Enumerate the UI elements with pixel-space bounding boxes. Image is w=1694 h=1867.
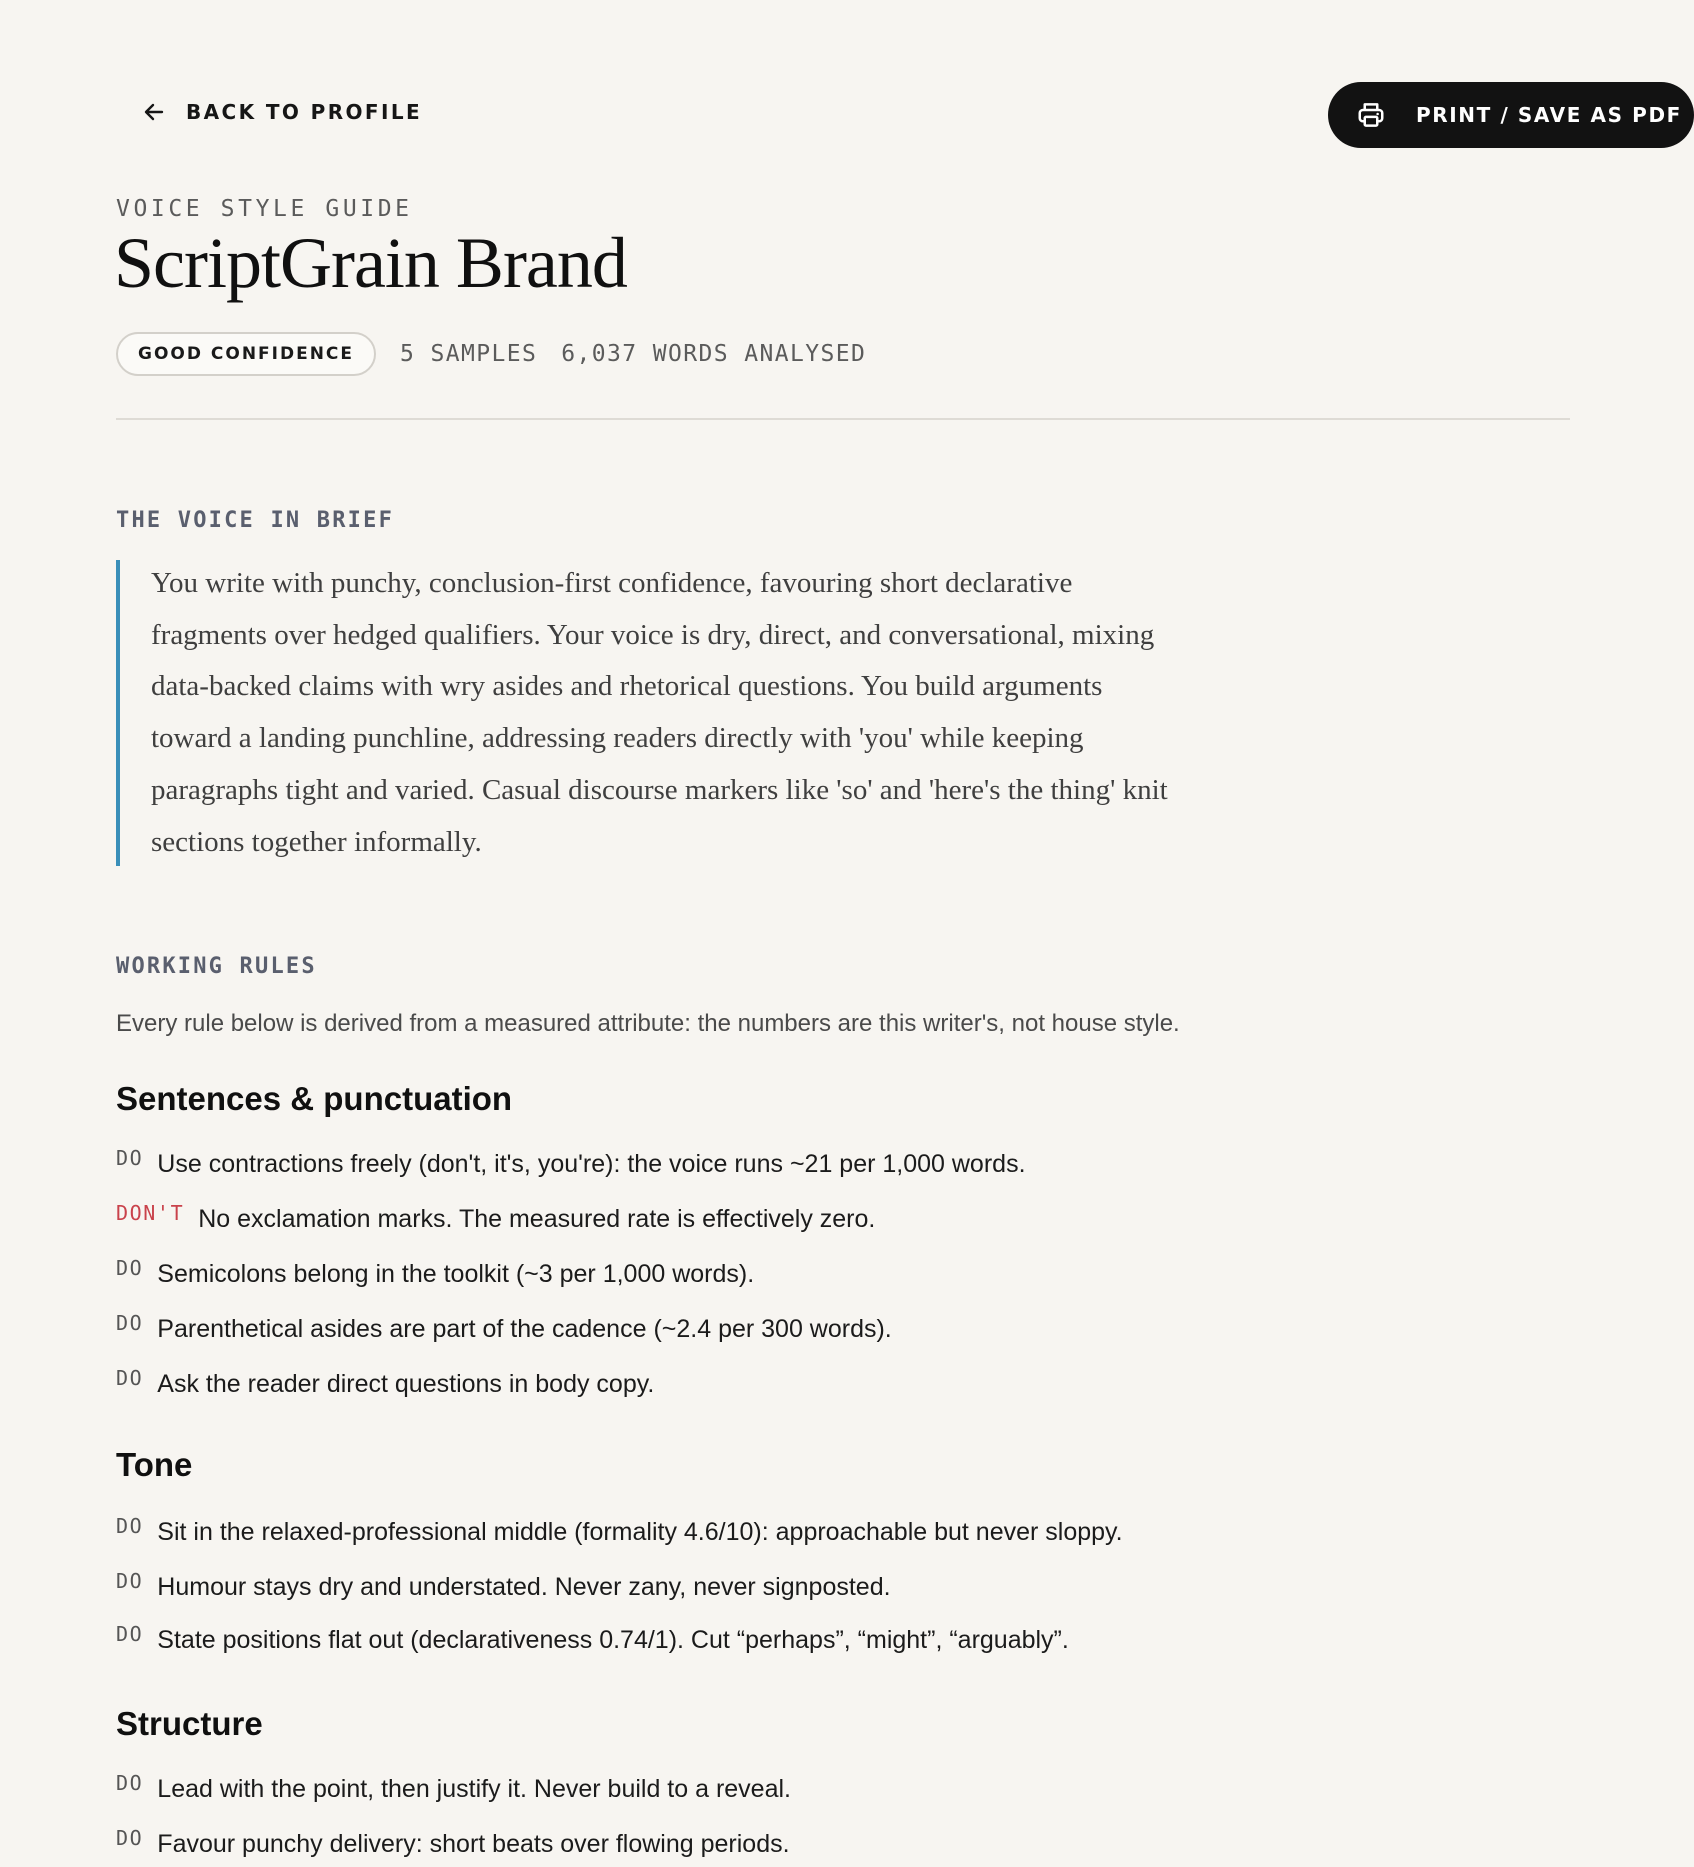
confidence-badge: GOOD CONFIDENCE <box>116 332 376 376</box>
voice-brief-text: You write with punchy, conclusion-first confidence, favouring short declarative fragments over hedged qualifiers. Your voice is dry, direct, and conversational, mixing data-backed claims with wry asides and rhetorical questions. You build arguments toward a landing punchline, addressing readers directly with 'you' while keeping paragraphs tight and varied. Casual discourse markers like 'so' and 'here's the thing' knit sections together informally. <box>151 567 1168 858</box>
back-to-profile-label: BACK TO PROFILE <box>186 100 423 124</box>
rule-tag-do: DO <box>116 1146 144 1170</box>
rule-item <box>116 1310 892 1343</box>
rule-tag-do: DO <box>116 1311 144 1335</box>
rule-text: Ask the reader direct questions in body copy. <box>157 1370 655 1398</box>
page-title: ScriptGrain Brand <box>114 223 627 303</box>
rule-group-title: Structure <box>116 1705 263 1742</box>
rule-text: Sit in the relaxed-professional middle (formality 4.6/10): approachable but never sloppy. <box>157 1518 1123 1546</box>
rule-item <box>116 1513 1123 1546</box>
rule-tag-do: DO <box>116 1256 144 1280</box>
rule-item <box>116 1825 790 1858</box>
back-to-profile-link[interactable] <box>142 100 422 124</box>
rule-tag-dont: DON'T <box>116 1201 185 1225</box>
page-eyebrow: VOICE STYLE GUIDE <box>116 196 413 222</box>
rule-item <box>116 1365 655 1398</box>
rule-group-title: Sentences & punctuation <box>116 1080 513 1117</box>
rule-item <box>116 1145 1026 1178</box>
printer-icon <box>1356 100 1386 130</box>
rule-item <box>116 1255 755 1288</box>
rule-tag-do: DO <box>116 1771 144 1795</box>
rule-tag-do: DO <box>116 1622 144 1646</box>
print-save-pdf-label: PRINT / SAVE AS PDF <box>1416 103 1682 127</box>
rule-item <box>116 1568 891 1601</box>
rule-tag-do: DO <box>116 1514 144 1538</box>
rule-tag-do: DO <box>116 1366 144 1390</box>
rule-text: No exclamation marks. The measured rate is effectively zero. <box>198 1205 876 1233</box>
print-save-pdf-button[interactable] <box>1328 82 1694 148</box>
working-rules-intro: Every rule below is derived from a measured attribute: the numbers are this writer's, not house style. <box>116 1010 1180 1037</box>
rule-text: Humour stays dry and understated. Never zany, never signposted. <box>157 1573 891 1601</box>
rule-text: Use contractions freely (don't, it's, you're): the voice runs ~21 per 1,000 words. <box>157 1150 1026 1178</box>
rule-tag-do: DO <box>116 1826 144 1850</box>
voice-brief-quote <box>116 560 1176 866</box>
arrow-left-icon <box>142 100 166 124</box>
working-rules-heading: WORKING RULES <box>116 954 317 979</box>
rule-text: Favour punchy delivery: short beats over flowing periods. <box>157 1830 790 1858</box>
words-analysed: 6,037 WORDS ANALYSED <box>561 341 867 367</box>
samples-count: 5 SAMPLES <box>400 341 538 367</box>
header-divider <box>116 418 1570 420</box>
rule-item <box>116 1621 1069 1654</box>
rule-text: State positions flat out (declarativeness 0.74/1). Cut “perhaps”, “might”, “arguably”. <box>157 1626 1069 1654</box>
profile-meta <box>116 332 866 376</box>
voice-brief-heading: THE VOICE IN BRIEF <box>116 508 395 533</box>
rule-group-title: Tone <box>116 1446 193 1483</box>
rule-item <box>116 1200 876 1233</box>
rule-tag-do: DO <box>116 1569 144 1593</box>
rule-text: Parenthetical asides are part of the cadence (~2.4 per 300 words). <box>157 1315 892 1343</box>
rule-item <box>116 1770 791 1803</box>
rule-text: Semicolons belong in the toolkit (~3 per 1,000 words). <box>157 1260 755 1288</box>
rule-text: Lead with the point, then justify it. Never build to a reveal. <box>157 1775 791 1803</box>
